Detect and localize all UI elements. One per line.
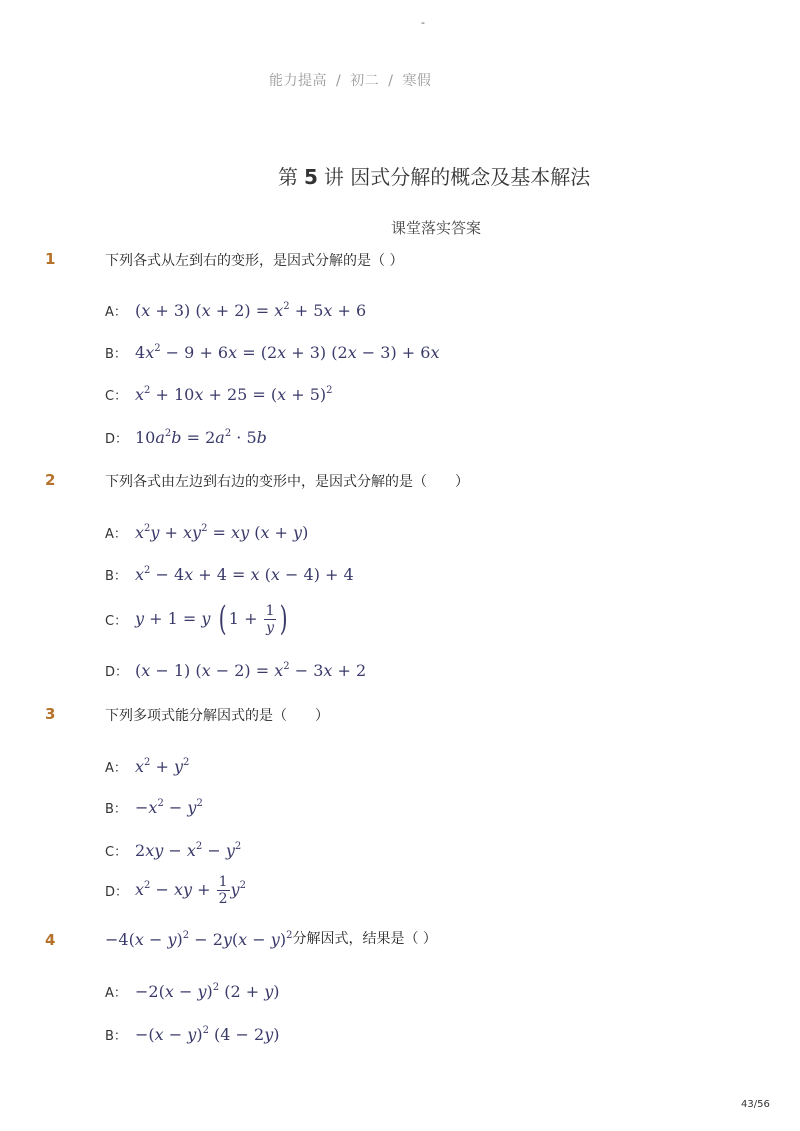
option-label: A： [105,986,127,1001]
option-label: A： [105,305,127,320]
option-b [105,564,354,584]
option-math: $x^2y + xy^2$ = xy (x + y) [135,523,309,542]
option-label: C： [105,613,128,629]
page-number: 43/56 [741,1099,770,1110]
question-number: 3 [45,705,56,723]
option-a [105,522,308,542]
lecture-number: 5 [304,165,318,189]
question-text: 下列多项式能分解因式的是（ ） [105,708,329,724]
option-d [105,660,366,680]
breadcrumb [269,70,431,90]
option-a [105,756,189,776]
breadcrumb-separator: / [388,73,394,89]
page-subtitle: 课堂落实答案 [391,219,482,237]
option-a [105,981,280,1001]
question-text [105,928,437,949]
option-c [105,384,333,404]
option-b [105,1024,280,1044]
option-label: D： [105,432,129,447]
page-title [278,161,590,190]
option-label: B： [105,1029,127,1044]
option-a [105,300,366,320]
breadcrumb-item: 寒假 [402,73,432,89]
option-math: $4x^2 - 9 + 6x = (2x + 3) (2x - 3) + 6x$ [135,343,440,362]
option-b [105,797,203,817]
option-math: $x^2 + y^2$ [135,757,190,776]
option-math: $-2(x - y)^2$ (2 + y) [135,982,280,1001]
option-d [105,427,267,447]
option-label: B： [105,347,127,362]
option-math: $-(x - y)^2$ (4 − 2y) [135,1025,280,1044]
title-prefix: 第 [278,165,298,189]
option-math: $10a^2b = 2a^2 \cdot 5b$ [135,428,267,447]
option-c [105,599,291,639]
question-number: 1 [45,250,56,268]
option-math: (x + 3) $(x + 2) = x^2 + 5x + 6$ [135,301,367,320]
option-label: B： [105,802,127,817]
top-dash: - [421,16,425,29]
option-math: $x^2$ − xy + $\frac{1}{2}$ $y^2$ [135,874,246,907]
option-c [105,840,241,860]
option-label: D： [105,665,129,680]
question-text: 下列各式从左到右的变形，是因式分解的是（ ） [105,253,404,269]
option-math: $x^2 - 4x + 4 = x$ (x − 4) + 4 [135,565,354,584]
option-math: $2xy - x^2 - y^2$ [135,841,242,860]
option-label: B： [105,569,127,584]
title-text: 讲 因式分解的概念及基本解法 [323,165,591,189]
option-b [105,342,440,362]
breadcrumb-item: 初二 [350,73,380,89]
question-text: 下列各式由左边到右边的变形中，是因式分解的是（ ） [105,474,469,490]
option-math: (x − 1) $(x - 2) = x^2 - 3x + 2$ [135,661,367,680]
option-math: y + 1 = y ( 1 + $\frac{1}{y}$ ) [135,599,289,639]
question-text-suffix: 分解因式，结果是（ ） [292,931,437,947]
option-math: $x^2 + 10x + 25 = (x + 5)^2$ [135,385,333,404]
option-label: C： [105,845,128,860]
option-math: $-x^2 - y^2$ [135,798,203,817]
question-number: 2 [45,471,56,489]
option-label: D： [105,885,129,900]
option-label: C： [105,389,128,404]
question-math: $-4(x - y)^2 - 2y(x - y)^2$ [105,929,293,949]
option-label: A： [105,761,127,776]
option-label: A： [105,527,127,542]
breadcrumb-item: 能力提高 [269,73,327,89]
question-number: 4 [45,931,56,949]
option-d [105,874,246,907]
breadcrumb-separator: / [336,73,342,89]
